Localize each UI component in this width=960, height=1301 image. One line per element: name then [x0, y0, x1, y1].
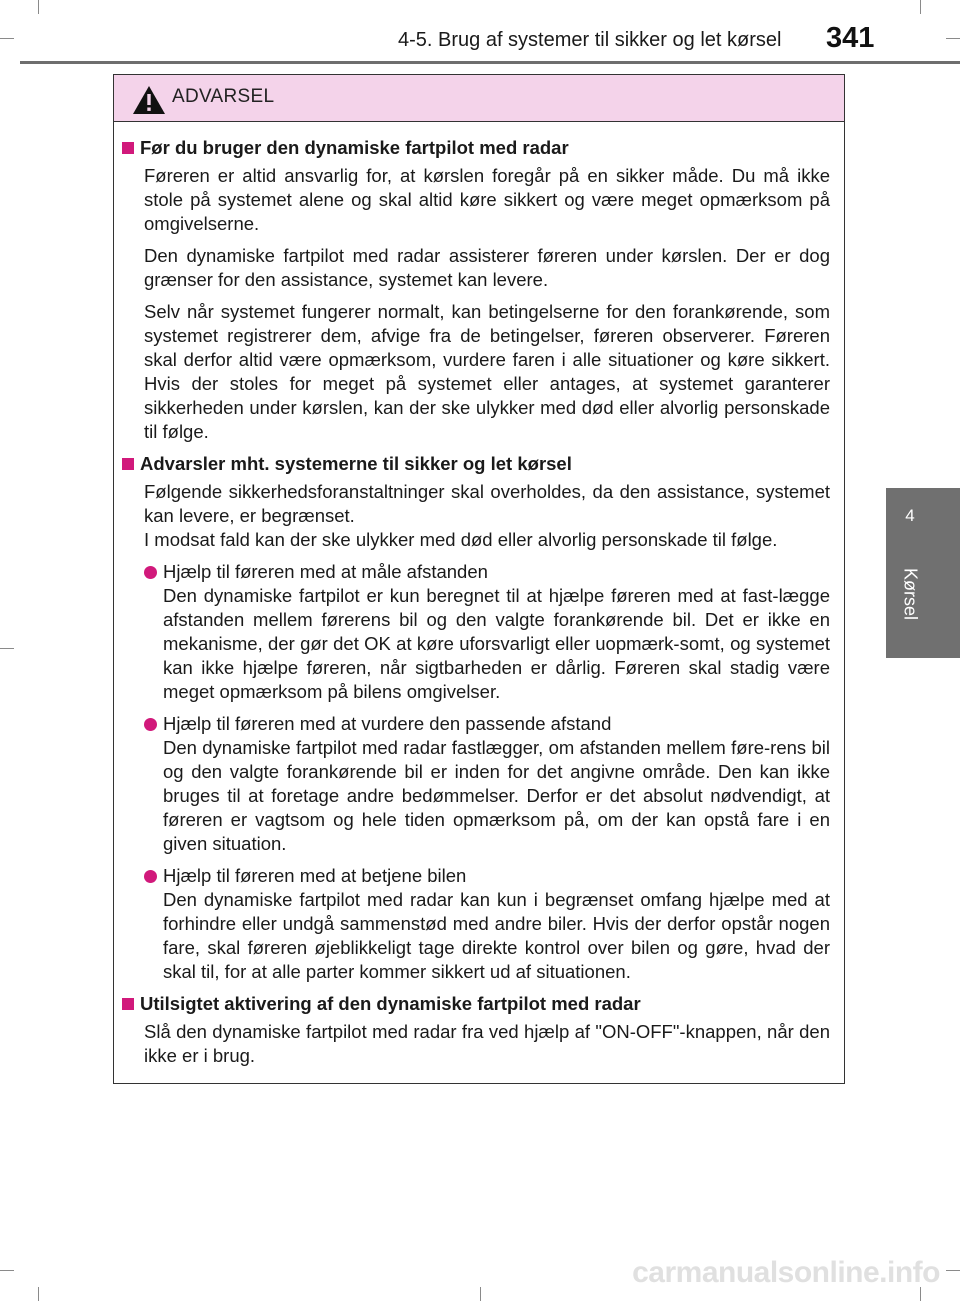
round-bullet-icon: [144, 566, 157, 579]
section-title: 4-5. Brug af systemer til sikker og let kørsel: [398, 29, 782, 51]
crop-mark: [38, 0, 39, 14]
chapter-label: Kørsel: [900, 568, 921, 621]
crop-mark: [920, 0, 921, 14]
paragraph: Selv når systemet fungerer normalt, kan betingelserne for den forankørende, som systemet registrerer dem, afvige fra de betingelser, føreren observerer. Føreren skal derfor altid være opmærksom, vurdere faren i alle situationer og køre sikkert. Hvis der stoles for meget på systemet eller antages, at systemet garanterer sikkerheden under kørslen, kan der ske ulykker med død eller alvorlig personskade til følge.: [144, 301, 830, 442]
header-rule: [20, 61, 960, 64]
list-item: [144, 864, 830, 984]
list-item-text: Den dynamiske fartpilot er kun beregnet til at hjælpe føreren med at fast-lægge afstanden mellem førerens bil og den valgte forankørende bil. Det er ikke en mekanisme, der gør det OK at køre uforsvarligt eller uopmærk-somt, og systemet kan ikke hjælpe føreren, når sigtbarheden er dårlig. Føreren skal stadig være meget opmærksom på bilens omgivelser.: [163, 585, 830, 702]
warning-body: [114, 122, 844, 1068]
warning-title: ADVARSEL: [172, 86, 275, 107]
crop-mark: [0, 1270, 14, 1271]
section-heading-text: Utilsigtet aktivering af den dynamiske fartpilot med radar: [140, 993, 641, 1014]
paragraph: Føreren er altid ansvarlig for, at kørslen foregår på en sikker måde. Du må ikke stole på systemet alene og skal altid køre sikkert og være meget opmærksom på omgivelserne.: [144, 165, 830, 234]
list-item: [144, 712, 830, 856]
section-heading: [122, 136, 830, 160]
page-number: 341: [826, 22, 875, 54]
warning-header: [114, 75, 844, 122]
round-bullet-icon: [144, 870, 157, 883]
paragraph: Den dynamiske fartpilot med radar assisterer føreren under kørslen. Der er dog grænser for den assistance, systemet kan levere.: [144, 245, 830, 290]
warning-box: [113, 74, 845, 1084]
list-item-text: Den dynamiske fartpilot med radar fastlægger, om afstanden mellem føre-rens bil og den valgte forankørende bil er inden for det angivne område. Den kan ikke bruges til at foretage andre bedømmelser. Derfor er det absolut nødvendigt, at føreren er vagtsom og hele tiden opmærksom på, om der kan opstå fare i en given situation.: [163, 737, 830, 854]
list-item-title: Hjælp til føreren med at måle afstanden: [163, 561, 488, 582]
crop-mark: [480, 1287, 481, 1301]
list-item: [144, 560, 830, 704]
section-heading-text: Før du bruger den dynamiske fartpilot med radar: [140, 137, 569, 158]
watermark: carmanualsonline.info: [632, 1256, 940, 1289]
section-heading: [122, 452, 830, 476]
list-item-text: Den dynamiske fartpilot med radar kan kun i begrænset omfang hjælpe med at forhindre eller undgå sammenstød med andre biler. Hvis der derfor opstår nogen fare, skal føreren øjeblikkeligt tage direkte kontrol over bilen og gøre, hvad der skal til, for at alle parter kommer sikkert ud af situationen.: [163, 889, 830, 982]
crop-mark: [0, 38, 14, 39]
round-bullet-icon: [144, 718, 157, 731]
square-bullet-icon: [122, 142, 134, 154]
crop-mark: [946, 38, 960, 39]
paragraph: I modsat fald kan der ske ulykker med død eller alvorlig personskade til følge.: [144, 529, 778, 550]
section-heading: [122, 992, 830, 1016]
list-item-title: Hjælp til føreren med at betjene bilen: [163, 865, 467, 886]
paragraph: Slå den dynamiske fartpilot med radar fra ved hjælp af "ON-OFF"-knappen, når den ikke er i brug.: [144, 1021, 830, 1066]
crop-mark: [0, 648, 14, 649]
chapter-number: 4: [905, 506, 915, 525]
paragraph: Følgende sikkerhedsforanstaltninger skal overholdes, da den assistance, systemet kan levere, er begrænset.: [144, 481, 830, 526]
square-bullet-icon: [122, 998, 134, 1010]
crop-mark: [946, 1270, 960, 1271]
section-heading-text: Advarsler mht. systemerne til sikker og let kørsel: [140, 453, 572, 474]
warning-triangle-icon: [132, 85, 166, 115]
square-bullet-icon: [122, 458, 134, 470]
chapter-tab: [886, 488, 960, 658]
list-item-title: Hjælp til føreren med at vurdere den passende afstand: [163, 713, 612, 734]
crop-mark: [38, 1287, 39, 1301]
